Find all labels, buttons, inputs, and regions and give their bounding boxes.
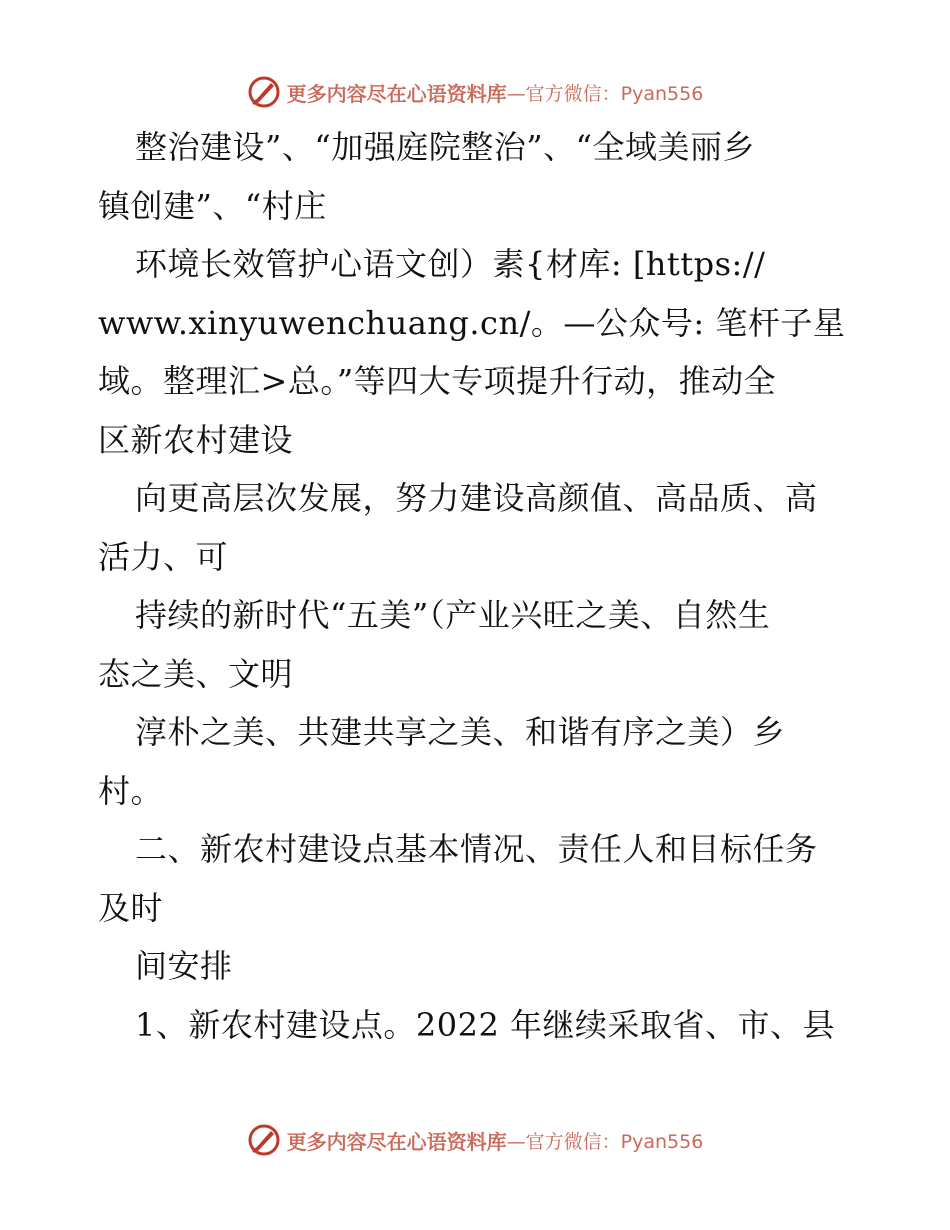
text-line: 镇创建”、“村庄	[98, 186, 327, 225]
text-line: 间安排	[135, 947, 233, 985]
text-line: 淳朴之美、共建共享之美、和谐有序之美）乡	[135, 713, 786, 751]
watermark-wechat: —官方微信：Pyan556	[506, 1130, 704, 1153]
text-line: 向更高层次发展，努力建设高颜值、高品质、高	[135, 479, 818, 517]
watermark-text: 更多内容尽在心语资料库	[286, 1129, 507, 1154]
text-line: 持续的新时代“五美”（产业兴旺之美、自然生	[135, 596, 771, 634]
text-line: 1、新农村建设点。2022 年继续采取省、市、县	[135, 1005, 835, 1044]
text-line: 区新农村建设	[98, 420, 294, 459]
text-line: 活力、可	[98, 537, 229, 576]
quill-logo-icon	[247, 75, 281, 109]
text-line: 及时	[98, 888, 164, 927]
text-line: 整治建设”、“加强庭院整治”、“全域美丽乡	[135, 128, 755, 166]
text-line: 村。	[98, 771, 164, 810]
text-line: 二、新农村建设点基本情况、责任人和目标任务	[135, 830, 818, 868]
header-watermark	[0, 72, 950, 112]
document-body	[98, 118, 858, 1054]
text-line: 环境长效管护心语文创）素{材库: [https://	[135, 245, 766, 283]
text-line: 域。整理汇>总。”等四大专项提升行动，推动全	[98, 362, 777, 400]
watermark-wechat: —官方微信：Pyan556	[506, 82, 704, 105]
text-line: www.xinyuwenchuang.cn/。—公众号: 笔杆子星	[98, 303, 846, 342]
footer-watermark	[0, 1120, 950, 1160]
quill-logo-icon	[247, 1123, 281, 1157]
watermark-text: 更多内容尽在心语资料库	[286, 81, 507, 106]
text-line: 态之美、文明	[98, 654, 294, 693]
